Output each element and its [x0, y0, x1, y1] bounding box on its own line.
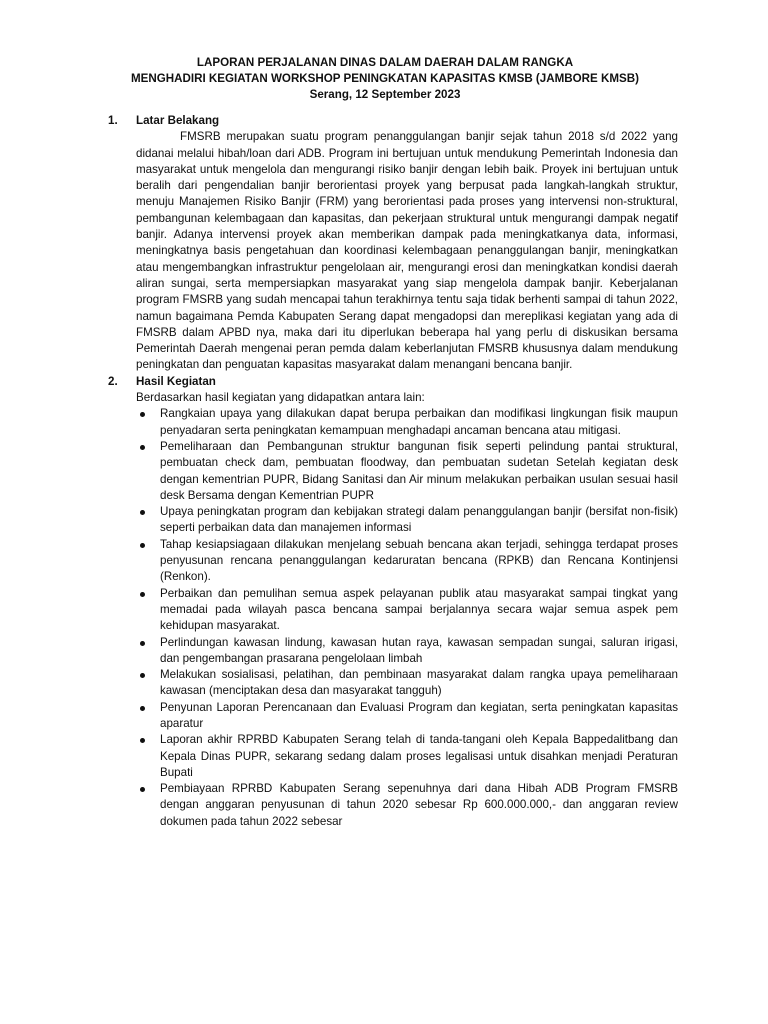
bullet-icon: [140, 738, 145, 743]
list-item-text: Pemeliharaan dan Pembangunan struktur bangunan fisik seperti pelindung pantai struktural, pembuatan check dam, pembuatan floodway, dan pembuatan sudetan Setelah kegiatan desk dengan kementrian PUPR, Bidang Sanitasi dan Air minum melakukan perbaikan usulan sesuai hasil desk Bersama dengan Kementrian PUPR: [160, 439, 678, 502]
list-item-text: Perbaikan dan pemulihan semua aspek pelayanan publik atau masyarakat sampai tingkat yang memadai pada wilayah pasca bencana sampai berjalannya secara wajar semua aspek pem kehidupan masyarakat.: [160, 586, 678, 633]
list-item: [136, 781, 678, 830]
list-item-text: Upaya peningkatan program dan kebijakan strategi dalam penanggulangan banjir (bersifat non-fisik) seperti perbaikan data dan manajemen informasi: [160, 505, 678, 535]
list-item: [136, 586, 678, 635]
list-item: [136, 667, 678, 700]
bullet-icon: [140, 787, 145, 792]
list-item: [136, 439, 678, 504]
list-item-text: Rangkaian upaya yang dilakukan dapat berupa perbaikan dan modifikasi lingkungan fisik maupun penyadaran serta peningkatan kemampuan menghadapi ancaman bencana atau mitigasi.: [160, 407, 678, 437]
list-item: [136, 406, 678, 439]
list-item: [136, 635, 678, 668]
bullet-icon: [140, 592, 145, 597]
section-title: Latar Belakang: [136, 114, 220, 127]
bullet-icon: [140, 641, 145, 646]
list-item-text: Perlindungan kawasan lindung, kawasan hutan raya, kawasan sempadan sungai, saluran irigasi, dan pengembangan prasarana pengelolaan limbah: [160, 635, 678, 665]
section-number: 2.: [108, 374, 118, 388]
list-item: [136, 700, 678, 733]
report-title-line-1: LAPORAN PERJALANAN DINAS DALAM DAERAH DALAM RANGKA: [196, 56, 574, 69]
bullet-icon: [140, 543, 145, 548]
bullet-icon: [140, 412, 145, 417]
hasil-kegiatan-list: [136, 406, 678, 830]
list-item-text: Melakukan sosialisasi, pelatihan, dan pembinaan masyarakat dalam rangka upaya pemeliharaan kawasan (menciptakan desa dan masyarakat tangguh): [160, 668, 678, 698]
bullet-icon: [140, 445, 145, 450]
report-title-line-2: MENGHADIRI KEGIATAN WORKSHOP PENINGKATAN KAPASITAS KMSB (JAMBORE KMSB): [131, 72, 639, 85]
report-header: [100, 55, 670, 103]
hasil-kegiatan-intro: Berdasarkan hasil kegiatan yang didapatkan antara lain:: [136, 391, 425, 405]
list-item-text: Laporan akhir RPRBD Kabupaten Serang telah di tanda-tangani oleh Kepala Bappedalitbang dan Kepala Dinas PUPR, sekarang sedang dalam proses legalisasi untuk disahkan menjadi Peraturan Bupati: [160, 733, 678, 779]
list-item: [136, 732, 678, 781]
list-item: [136, 537, 678, 586]
section-title: Hasil Kegiatan: [136, 374, 216, 388]
list-item-text: Pembiayaan RPRBD Kabupaten Serang sepenuhnya dari dana Hibah ADB Program FMSRB dengan anggaran penyusunan di tahun 2020 sebesar Rp 600.000.000,- dan anggaran review dokumen pada tahun 2022 sebesar: [160, 782, 678, 828]
list-item-text: Penyunan Laporan Perencanaan dan Evaluasi Program dan kegiatan, serta peningkatan kapasitas aparatur: [160, 700, 678, 730]
report-date-line: Serang, 12 September 2023: [309, 88, 461, 101]
report-content: [108, 113, 678, 830]
list-item: [136, 504, 678, 537]
bullet-icon: [140, 706, 145, 711]
bullet-icon: [140, 673, 145, 678]
section-number: 1.: [108, 114, 118, 127]
section-heading-hasil-kegiatan: [108, 374, 678, 390]
section-heading-latar-belakang: [108, 113, 678, 129]
list-item-text: Tahap kesiapsiagaan dilakukan menjelang sebuah bencana akan terjadi, sehingga terdapat proses penyusunan rencana penanggulangan kedaruratan bencana (RPKB) dan Rencana Kontinjensi (Renkon).: [160, 537, 678, 584]
bullet-icon: [140, 510, 145, 515]
latar-belakang-paragraph: FMSRB merupakan suatu program penanggulangan banjir sejak tahun 2018 s/d 2022 yang didanai melalui hibah/loan dari ADB. Program ini bertujuan untuk mendukung Pemerintah Indonesia dan masyarakat untuk mengelola dan mengurangi risiko banjir dengan lebih baik. Proyek ini bertujuan untuk beralih dari pengendalian banjir berorientasi proyek yang berpusat pada langkah-langkah struktur, menuju Manajemen Risiko Banjir (FRM) yang berorientasi pada proses yang intervensi non-struktural, pembangunan kelembagaan dan kapasitas, dan pekerjaan struktural untuk mengurangi dampak negatif banjir. Adanya intervensi proyek akan memberikan dampak pada meningkatkanya data, informasi, meningkatnya basis pengetahuan dan koordinasi kelembagaan penanggulangan banjir, meningkatkan atau mengembangkan infrastruktur pengelolaan air, mengurangi erosi dan meningkatkan kondisi daerah aliran sungai, serta mempersiapkan masyarakat yang siap mengelola dampak banjir. Keberjalanan program FMSRB yang sudah mencapai tahun terakhirnya tentu saja tidak berhenti sampai di tahun 2022, namun bagaimana Pemda Kabupaten Serang dapat mengadopsi dan mereplikasi kegiatan yang ada di FMSRB dalam APBD nya, maka dari itu diperlukan beberapa hal yang perlu di diskusikan bersama Pemerintah Daerah mengenai peran pemda dalam keberlanjutan FMSRB khususnya dalam mendukung peningkatan dan penguatan kapasitas masyarakat dalam menangani bencana banjir.: [136, 130, 678, 372]
